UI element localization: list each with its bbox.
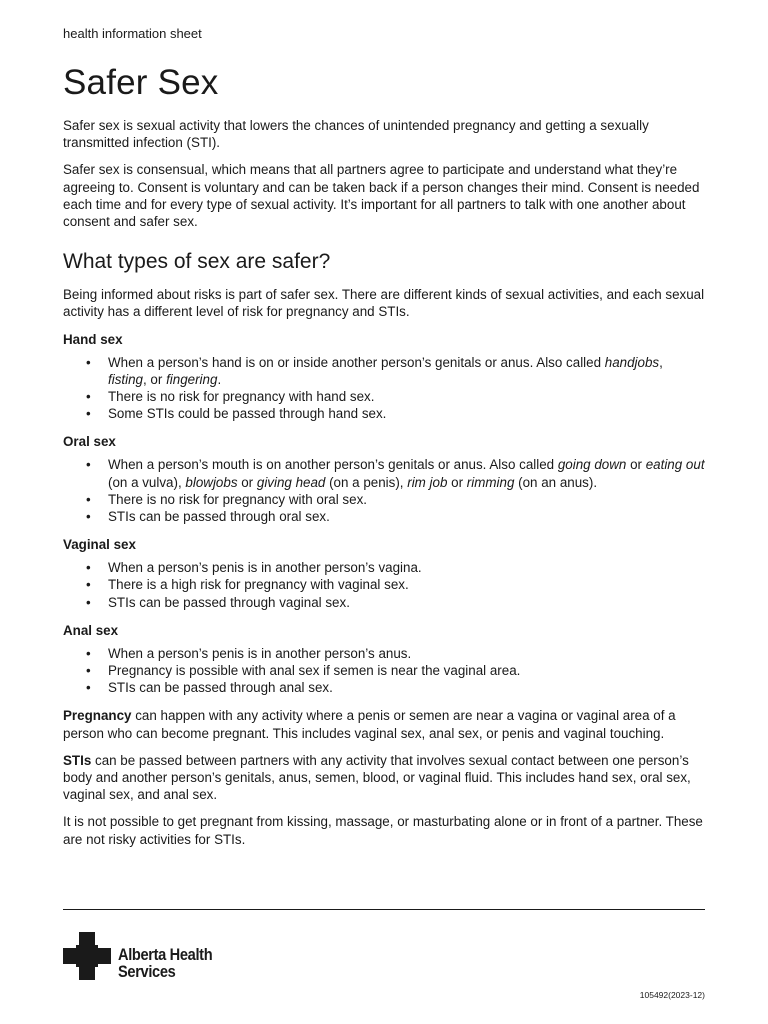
document-body xyxy=(63,117,705,858)
list-item: • There is a high risk for pregnancy with vaginal sex. xyxy=(63,576,705,593)
anal-sex-list xyxy=(63,645,705,697)
list-item: • When a person’s hand is on or inside another person’s genitals or anus. Also called handjobs, fisting, or fingering. xyxy=(63,354,705,388)
closing-paragraph: It is not possible to get pregnant from kissing, massage, or masturbating alone or in front of a partner. These are not risky activities for STIs. xyxy=(63,814,703,847)
logo-wordmark xyxy=(118,946,221,980)
list-item: • There is no risk for pregnancy with oral sex. xyxy=(63,491,705,508)
pregnancy-paragraph: Pregnancy can happen with any activity where a penis or semen are near a vagina or vaginal area of a person who can become pregnant. This includes vaginal sex, anal sex, or penis and vaginal touching. xyxy=(63,708,676,741)
vaginal-sex-list xyxy=(63,559,705,611)
list-item: • When a person’s penis is in another person’s anus. xyxy=(63,645,705,662)
list-item: • STIs can be passed through oral sex. xyxy=(63,508,705,525)
document-code: 105492(2023-12) xyxy=(639,990,705,1000)
oral-sex-heading: Oral sex xyxy=(63,434,116,450)
list-item: • When a person’s mouth is on another person’s genitals or anus. Also called going down or eating out (on a vulva), blowjobs or giving head (on a penis), rim job or rimming (on an anus). xyxy=(63,456,705,490)
list-item: • Pregnancy is possible with anal sex if semen is near the vaginal area. xyxy=(63,662,705,679)
list-item: • Some STIs could be passed through hand sex. xyxy=(63,405,705,422)
vaginal-sex-heading: Vaginal sex xyxy=(63,537,136,553)
page-title: Safer Sex xyxy=(63,63,219,102)
intro-paragraph-2: Safer sex is consensual, which means that all partners agree to participate and understand what they’re agreeing to. Consent is voluntary and can be taken back if a person changes their mind. Consent is needed each time and for every type of sexual activity. It’s important for all partners to talk with one another about consent and safer sex. xyxy=(63,162,700,230)
anal-sex-heading: Anal sex xyxy=(63,622,119,638)
stis-paragraph: STIs can be passed between partners with any activity that involves sexual contact between one person’s body and another person’s genitals, anus, semen, blood, or vaginal fluid. This includes hand sex, oral sex, vaginal sex, and anal sex. xyxy=(63,752,691,803)
intro-paragraph-1: Safer sex is sexual activity that lowers the chances of unintended pregnancy and getting a sexually transmitted infection (STI). xyxy=(63,118,649,151)
hand-sex-heading: Hand sex xyxy=(63,331,123,347)
hand-sex-list xyxy=(63,354,705,423)
section-intro: Being informed about risks is part of safer sex. There are different kinds of sexual activities, and each sexual activity has a different level of risk for pregnancy and STIs. xyxy=(63,287,705,320)
logo-line-2: Services xyxy=(118,962,176,981)
list-item: • There is no risk for pregnancy with hand sex. xyxy=(63,388,705,405)
document-type-label: health information sheet xyxy=(63,26,202,41)
list-item: • When a person’s penis is in another person’s vagina. xyxy=(63,559,705,576)
ahs-cross-logo-icon xyxy=(63,932,111,980)
ahs-logo xyxy=(63,932,233,980)
oral-sex-list xyxy=(63,456,705,525)
list-item: • STIs can be passed through anal sex. xyxy=(63,679,705,696)
section-heading: What types of sex are safer? xyxy=(63,250,331,274)
list-item: • STIs can be passed through vaginal sex. xyxy=(63,594,705,611)
footer-divider xyxy=(63,909,705,910)
logo-line-1: Alberta Health xyxy=(118,945,213,964)
